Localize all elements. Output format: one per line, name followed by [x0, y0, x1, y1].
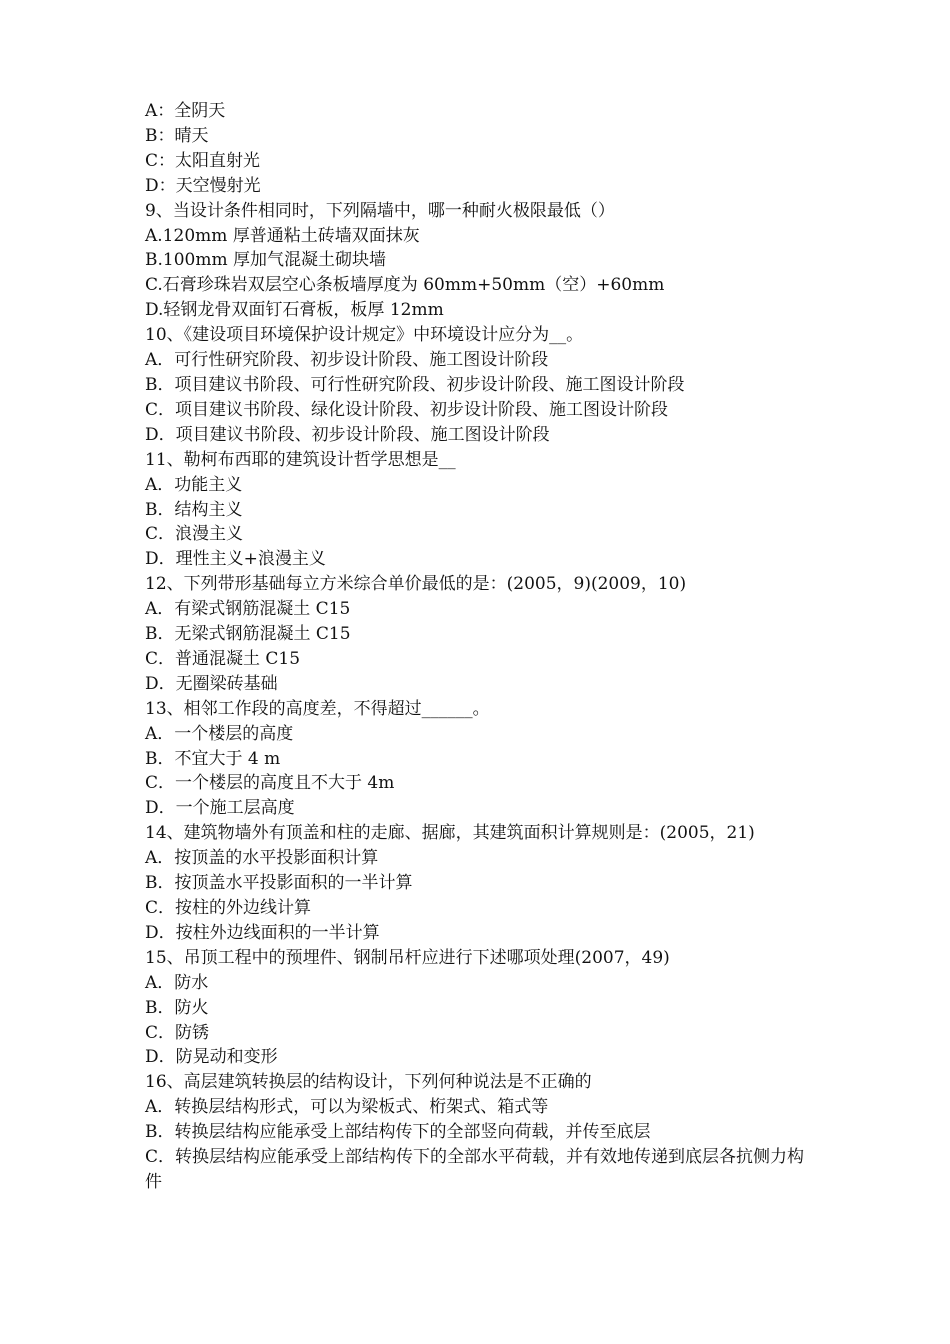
question-11: 11、勒柯布西耶的建筑设计哲学思想是__	[145, 449, 456, 470]
option-a-q10: A．可行性研究阶段、初步设计阶段、施工图设计阶段	[145, 350, 549, 371]
option-b-q11: B．结构主义	[145, 499, 243, 520]
option-c-q16: C．转换层结构应能承受上部结构传下的全部水平荷载，并有效地传递到底层各抗侧力构件	[145, 1147, 805, 1192]
question-12: 12、下列带形基础每立方米综合单价最低的是：(2005，9)(2009，10)	[145, 574, 687, 595]
option-a-q9: A.120mm 厚普通粘土砖墙双面抹灰	[145, 225, 420, 246]
option-d-q8: D：天空慢射光	[145, 175, 261, 196]
question-9: 9、当设计条件相同时，下列隔墙中，哪一种耐火极限最低（）	[145, 200, 615, 221]
option-a-q15: A．防水	[145, 972, 209, 993]
option-a-q13: A．一个楼层的高度	[145, 723, 294, 744]
option-a-q12: A．有梁式钢筋混凝土 C15	[145, 599, 351, 620]
option-c-q13: C．一个楼层的高度且不大于 4m	[145, 773, 395, 794]
option-b-q16: B．转换层结构应能承受上部结构传下的全部竖向荷载，并传至底层	[145, 1122, 651, 1143]
option-c-q14: C．按柱的外边线计算	[145, 898, 312, 918]
question-10: 10、《建设项目环境保护设计规定》中环境设计应分为__。	[145, 325, 584, 346]
option-c-q12: C．普通混凝土 C15	[145, 648, 301, 669]
option-b-q9: B.100mm 厚加气混凝土砌块墙	[145, 250, 386, 271]
option-d-q14: D．按柱外边线面积的一半计算	[145, 922, 380, 943]
option-d-q9: D.轻钢龙骨双面钉石膏板，板厚 12mm	[145, 300, 444, 321]
question-13: 13、相邻工作段的高度差，不得超过______。	[145, 698, 490, 719]
option-d-q13: D．一个施工层高度	[145, 798, 295, 819]
option-d-q15: D．防晃动和变形	[145, 1047, 278, 1068]
option-a-q14: A．按顶盖的水平投影面积计算	[145, 848, 379, 869]
question-16: 16、高层建筑转换层的结构设计，下列何种说法是不正确的	[145, 1072, 592, 1093]
option-c-q15: C．防锈	[145, 1022, 210, 1043]
option-c-q10: C．项目建议书阶段、绿化设计阶段、初步设计阶段、施工图设计阶段	[145, 399, 669, 420]
option-b-q10: B．项目建议书阶段、可行性研究阶段、初步设计阶段、施工图设计阶段	[145, 374, 685, 395]
option-a-q16: A．转换层结构形式，可以为梁板式、桁架式、箱式等	[145, 1097, 549, 1118]
option-d-q12: D．无圈梁砖基础	[145, 673, 278, 694]
question-14: 14、建筑物墙外有顶盖和柱的走廊、据廊，其建筑面积计算规则是：(2005，21)	[145, 823, 755, 844]
option-d-q11: D．理性主义+浪漫主义	[145, 549, 326, 570]
question-15: 15、吊顶工程中的预埋件、钢制吊杆应进行下述哪项处理(2007，49)	[145, 947, 670, 968]
option-a-q11: A．功能主义	[145, 474, 243, 495]
option-b-q13: B．不宜大于 4 m	[145, 748, 281, 769]
option-c-q9: C.石膏珍珠岩双层空心条板墙厚度为 60mm+50mm（空）+60mm	[145, 275, 665, 296]
option-c-q8: C：太阳直射光	[145, 150, 261, 171]
option-c-q11: C．浪漫主义	[145, 524, 244, 545]
option-b-q14: B．按顶盖水平投影面积的一半计算	[145, 873, 413, 894]
option-b-q8: B：晴天	[145, 125, 209, 146]
option-d-q10: D．项目建议书阶段、初步设计阶段、施工图设计阶段	[145, 424, 550, 445]
document-body	[145, 99, 815, 1195]
option-a-q8: A：全阴天	[145, 101, 226, 121]
option-b-q12: B．无梁式钢筋混凝土 C15	[145, 624, 351, 645]
option-b-q15: B．防火	[145, 997, 209, 1018]
